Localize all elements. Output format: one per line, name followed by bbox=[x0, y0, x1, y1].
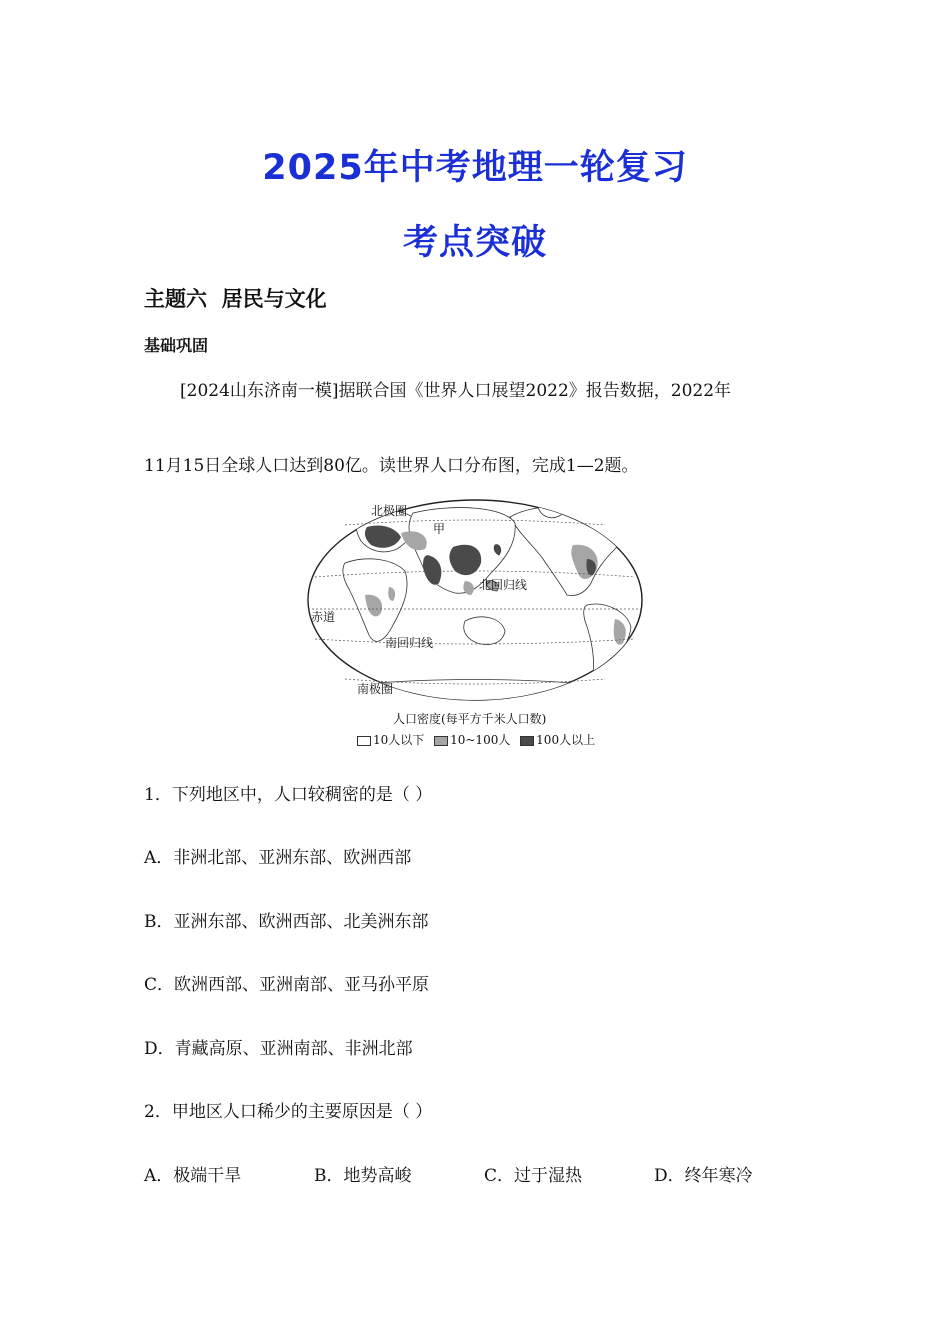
legend-item-mid: 10~100人 bbox=[434, 733, 510, 747]
question-1-stem: 1．下列地区中，人口较稠密的是（ ） bbox=[144, 785, 433, 805]
question-1-option-d: D．青藏高原、亚洲南部、非洲北部 bbox=[144, 1039, 413, 1059]
page-subtitle: 考点突破 bbox=[402, 223, 547, 263]
legend-item-high: 100人以上 bbox=[520, 733, 595, 747]
question-2-option-c: C．过于湿热 bbox=[484, 1166, 583, 1186]
legend-item-low: 10人以下 bbox=[357, 733, 424, 747]
map-legend bbox=[357, 731, 595, 748]
world-population-map bbox=[305, 497, 645, 749]
question-2-option-a: A．极端干旱 bbox=[144, 1166, 242, 1186]
question-2-stem: 2．甲地区人口稀少的主要原因是（ ） bbox=[144, 1102, 433, 1122]
map-caption: 人口密度(每平方千米人口数) bbox=[393, 712, 547, 726]
label-tropic-cancer: 北回归线 bbox=[479, 578, 528, 592]
label-antarctic: 南极圈 bbox=[357, 682, 394, 696]
page-title: 2025年中考地理一轮复习 bbox=[262, 148, 688, 188]
label-tropic-capricorn: 南回归线 bbox=[385, 636, 434, 650]
label-jia: 甲 bbox=[433, 522, 446, 536]
question-1-option-a: A．非洲北部、亚洲东部、欧洲西部 bbox=[144, 848, 412, 868]
question-2-option-b: B．地势高峻 bbox=[314, 1166, 412, 1186]
topic-heading: 主题六 居民与文化 bbox=[144, 287, 327, 311]
section-heading: 基础巩固 bbox=[144, 336, 209, 355]
question-1-option-b: B．亚洲东部、欧洲西部、北美洲东部 bbox=[144, 912, 429, 932]
label-arctic: 北极圈 bbox=[371, 504, 408, 518]
intro-line-2: 11月15日全球人口达到80亿。读世界人口分布图，完成1—2题。 bbox=[144, 456, 639, 476]
question-1-option-c: C．欧洲西部、亚洲南部、亚马孙平原 bbox=[144, 975, 430, 995]
map-graphic bbox=[305, 497, 645, 707]
intro-line-1: [2024山东济南一模]据联合国《世界人口展望2022》报告数据，2022年 bbox=[180, 381, 732, 401]
label-equator: 赤道 bbox=[311, 610, 336, 624]
question-2-option-d: D．终年寒冷 bbox=[654, 1166, 753, 1186]
